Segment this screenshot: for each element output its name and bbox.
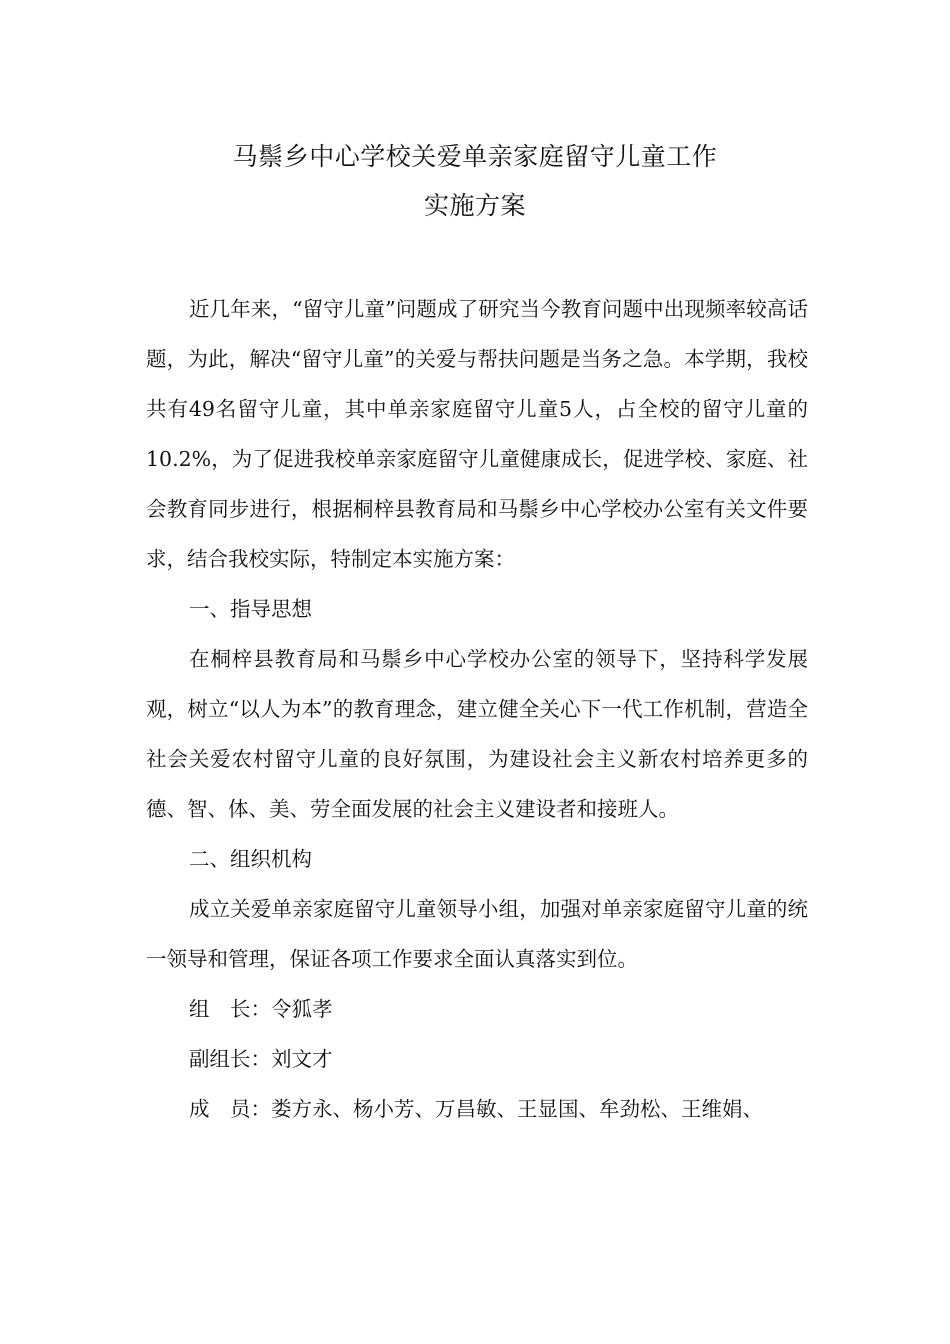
document-title-line-1: 马鬃乡中心学校关爱单亲家庭留守儿童工作 [232, 142, 718, 171]
section-heading-organization: 二、组织机构 [189, 847, 312, 871]
document-body [146, 284, 808, 1134]
document-title-line-2: 实施方案 [423, 191, 526, 220]
intro-paragraph: 近几年来，“留守儿童”问题成了研究当今教育问题中出现频率较高话题，为此，解决“留守儿童”的关爱与帮扶问题是当务之急。本学期，我校共有49名留守儿童，其中单亲家庭留守儿童5人，占全校的留守儿童的10.2%，为了促进我校单亲家庭留守儿童健康成长，促进学校、家庭、社会教育同步进行，根据桐梓县教育局和马鬃乡中心学校办公室有关文件要求，结合我校实际，特制定本实施方案： [146, 297, 808, 571]
deputy-leader-line: 副组长：刘文才 [189, 1047, 333, 1071]
members-line: 成 员：娄方永、杨小芳、万昌敏、王显国、牟劲松、王维娟、 [189, 1097, 763, 1121]
organization-paragraph: 成立关爱单亲家庭留守儿童领导小组，加强对单亲家庭留守儿童的统一领导和管理，保证各项工作要求全面认真落实到位。 [146, 897, 808, 971]
guiding-ideology-paragraph: 在桐梓县教育局和马鬃乡中心学校办公室的领导下，坚持科学发展观，树立“以人为本”的教育理念，建立健全关心下一代工作机制，营造全社会关爱农村留守儿童的良好氛围，为建设社会主义新农村培养更多的德、智、体、美、劳全面发展的社会主义建设者和接班人。 [146, 647, 808, 821]
section-heading-guiding-ideology: 一、指导思想 [189, 597, 312, 621]
team-leader-line: 组 长：令狐孝 [189, 997, 333, 1021]
